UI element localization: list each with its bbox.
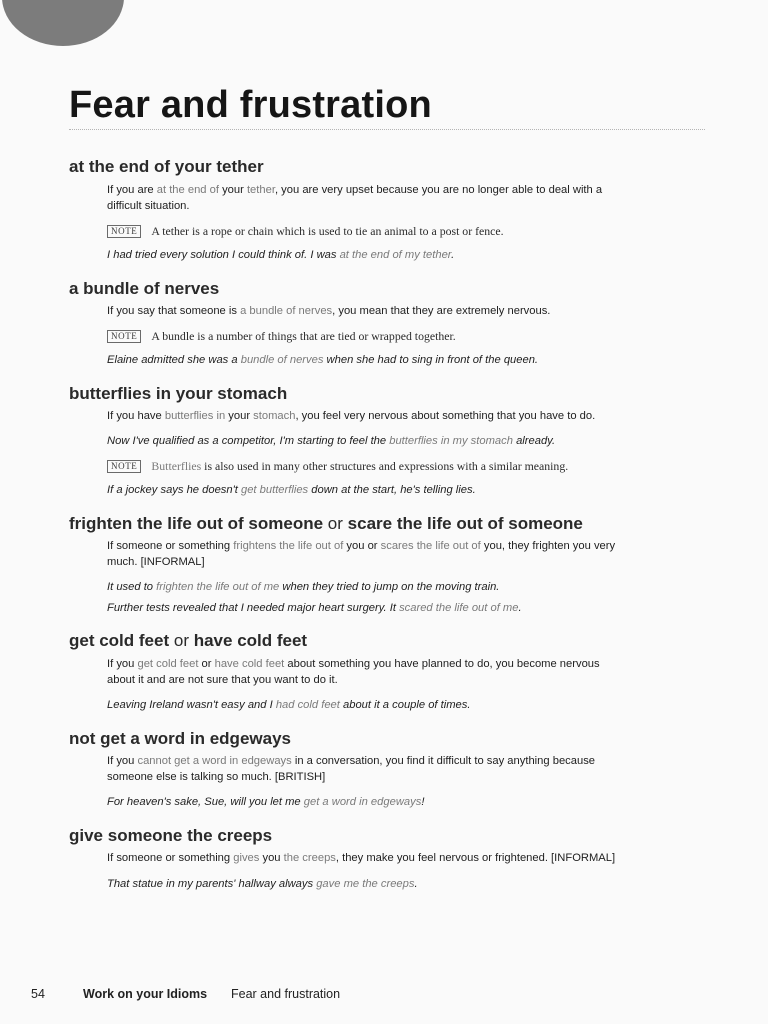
example-sentence (107, 794, 697, 810)
example-sentence (107, 433, 697, 449)
idiom-highlight: butterflies in (164, 410, 226, 422)
text-run: Now I've qualified as a competitor, I'm starting to feel the (107, 435, 390, 447)
idiom-phrase: at the end of your tether (69, 157, 264, 176)
idiom-highlight: gives (233, 852, 260, 864)
text-run: If you (107, 755, 138, 767)
idiom-highlight: get a word in edgeways (303, 796, 422, 808)
definition-line (107, 753, 697, 769)
text-run: you or (343, 540, 381, 552)
idiom-phrase: butterflies in your stomach (69, 384, 288, 403)
text-run: If a jockey says he doesn't (107, 484, 241, 496)
example-sentence (107, 247, 697, 263)
text-run: when she had to sing in front of the queen. (323, 354, 539, 366)
idiom-highlight: get cold feet (137, 658, 199, 670)
text-run: . (451, 249, 455, 261)
note-line (107, 223, 697, 239)
definition-line (107, 538, 697, 554)
idiom-heading (69, 631, 307, 651)
footer-chapter-title: Fear and frustration (231, 987, 341, 1001)
definition-line (107, 850, 697, 866)
idiom-phrase: have cold feet (193, 631, 308, 650)
text-run: about it and are not sure that you want to do it. (107, 674, 338, 686)
text-run: , they make you feel nervous or frightened. [INFORMAL] (335, 852, 616, 864)
text-run: If you (107, 658, 138, 670)
idiom-heading (69, 157, 264, 177)
idiom-highlight: the creeps (283, 852, 336, 864)
idiom-phrase: scare the life out of someone (347, 514, 583, 533)
text-run: . (414, 878, 418, 890)
note-label: NOTE (107, 330, 141, 343)
text-run: Further tests revealed that I needed major heart surgery. It (107, 602, 400, 614)
text-run: you, they frighten you very (480, 540, 616, 552)
text-run: in a conversation, you find it difficult to say anything because (291, 755, 596, 767)
page-number: 54 (31, 987, 45, 1001)
idiom-highlight: at the end of my tether (339, 249, 452, 261)
definition-line (107, 672, 697, 688)
text-run: That statue in my parents' hallway always (107, 878, 317, 890)
text-run: If you have (107, 410, 165, 422)
heading-connector: or (173, 631, 189, 650)
text-run: when they tried to jump on the moving train. (279, 581, 500, 593)
example-sentence (107, 600, 697, 616)
idiom-highlight: scares the life out of (380, 540, 481, 552)
idiom-highlight: stomach (253, 410, 296, 422)
idiom-phrase: not get a word in edgeways (69, 729, 291, 748)
text-run: . (518, 602, 522, 614)
idiom-phrase: get cold feet (69, 631, 170, 650)
text-run: down at the start, he's telling lies. (308, 484, 476, 496)
text-run: much. [INFORMAL] (107, 556, 205, 568)
example-sentence (107, 482, 697, 498)
note-line (107, 458, 697, 474)
idiom-highlight: scared the life out of me (399, 602, 519, 614)
example-sentence (107, 352, 697, 368)
example-sentence (107, 876, 697, 892)
idiom-highlight: Butterflies (151, 459, 202, 473)
text-run: about something you have planned to do, you become nervous (284, 658, 600, 670)
definition-line (107, 769, 697, 785)
idiom-highlight: butterflies in my stomach (389, 435, 513, 447)
definition-line (107, 554, 697, 570)
idiom-highlight: gave me the creeps (316, 878, 415, 890)
definition-line (107, 303, 697, 319)
text-run: If you say that someone is (107, 305, 241, 317)
book-series-title: Work on your Idioms (83, 987, 208, 1001)
text-run: or (198, 658, 215, 670)
text-run: you (259, 852, 284, 864)
note-line (107, 328, 697, 344)
definition-line (107, 198, 697, 214)
text-run: about it a couple of times. (339, 699, 471, 711)
text-run: is also used in many other structures and expressions with a similar meaning. (201, 459, 569, 473)
idiom-highlight: frightens the life out of (233, 540, 344, 552)
text-run: I had tried every solution I could think of. I was (107, 249, 340, 261)
idiom-highlight: get butterflies (240, 484, 309, 496)
idiom-highlight: tether (246, 184, 275, 196)
text-run: If someone or something (107, 852, 234, 864)
idiom-heading (69, 279, 219, 299)
heading-connector: or (327, 514, 343, 533)
idiom-phrase: a bundle of nerves (69, 279, 220, 298)
idiom-heading (69, 384, 287, 404)
note-label: NOTE (107, 460, 141, 473)
text-run: It used to (107, 581, 157, 593)
text-run: For heaven's sake, Sue, will you let me (107, 796, 304, 808)
idiom-highlight: have cold feet (214, 658, 285, 670)
note-label: NOTE (107, 225, 141, 238)
idiom-highlight: at the end of (156, 184, 219, 196)
definition-line (107, 656, 697, 672)
text-run: If someone or something (107, 540, 234, 552)
text-run: already. (512, 435, 556, 447)
text-run: your (218, 184, 247, 196)
idiom-heading (69, 826, 272, 846)
idiom-heading (69, 514, 583, 534)
text-run: ! (421, 796, 425, 808)
example-sentence (107, 579, 697, 595)
page-footer (31, 987, 341, 1001)
text-run: A tether is a rope or chain which is used to tie an animal to a post or fence. (151, 224, 504, 238)
idiom-highlight: cannot get a word in edgeways (137, 755, 292, 767)
text-run: difficult situation. (107, 200, 190, 212)
text-run: If you are (107, 184, 157, 196)
text-run: Elaine admitted she was a (107, 354, 241, 366)
text-run: A bundle is a number of things that are tied or wrapped together. (151, 329, 456, 343)
text-run: , you feel very nervous about something that you have to do. (295, 410, 596, 422)
title-divider (69, 129, 705, 130)
text-run: Leaving Ireland wasn't easy and I (107, 699, 276, 711)
idiom-phrase: frighten the life out of someone (69, 514, 324, 533)
text-run: your (225, 410, 254, 422)
idiom-highlight: had cold feet (275, 699, 340, 711)
text-run: someone else is talking so much. [BRITISH] (107, 771, 326, 783)
unit-badge (2, 0, 124, 46)
page-title: Fear and frustration (69, 84, 432, 126)
text-run: , you mean that they are extremely nervous. (332, 305, 551, 317)
example-sentence (107, 697, 697, 713)
idiom-highlight: frighten the life out of me (156, 581, 280, 593)
text-run: , you are very upset because you are no longer able to deal with a (274, 184, 603, 196)
definition-line (107, 182, 697, 198)
idiom-highlight: a bundle of nerves (240, 305, 333, 317)
idiom-highlight: bundle of nerves (240, 354, 324, 366)
definition-line (107, 408, 697, 424)
idiom-phrase: give someone the creeps (69, 826, 273, 845)
idiom-heading (69, 729, 291, 749)
